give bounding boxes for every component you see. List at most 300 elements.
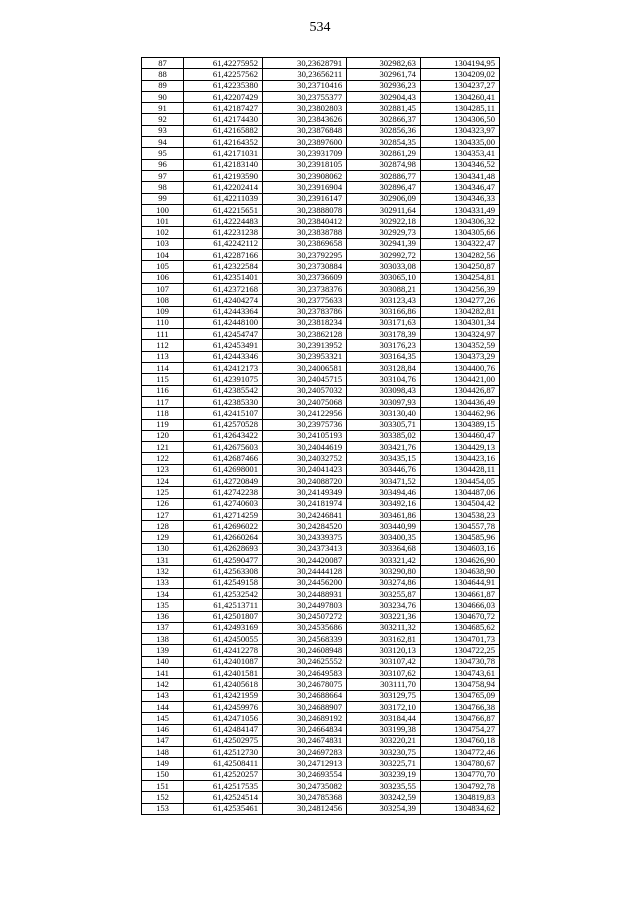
- latitude-cell: 61,42714259: [184, 509, 263, 520]
- latitude-cell: 61,42443364: [184, 306, 263, 317]
- point-number-cell: 148: [142, 747, 184, 758]
- coordinates-table-body: [142, 58, 500, 815]
- latitude-cell: 61,42215651: [184, 204, 263, 215]
- y-coordinate-cell: 1304504,42: [420, 498, 499, 509]
- x-coordinate-cell: 303178,39: [347, 329, 421, 340]
- y-coordinate-cell: 1304780,67: [420, 758, 499, 769]
- point-number-cell: 96: [142, 159, 184, 170]
- x-coordinate-cell: 303162,81: [347, 634, 421, 645]
- point-number-cell: 121: [142, 442, 184, 453]
- x-coordinate-cell: 303097,93: [347, 396, 421, 407]
- y-coordinate-cell: 1304322,47: [420, 238, 499, 249]
- x-coordinate-cell: 303274,86: [347, 577, 421, 588]
- table-row: [142, 261, 500, 272]
- y-coordinate-cell: 1304346,52: [420, 159, 499, 170]
- longitude-cell: 30,24088720: [263, 475, 347, 486]
- x-coordinate-cell: 303461,86: [347, 509, 421, 520]
- longitude-cell: 30,24693554: [263, 769, 347, 780]
- x-coordinate-cell: 303098,43: [347, 385, 421, 396]
- table-row: [142, 521, 500, 532]
- point-number-cell: 137: [142, 622, 184, 633]
- y-coordinate-cell: 1304194,95: [420, 58, 499, 69]
- longitude-cell: 30,23818234: [263, 317, 347, 328]
- longitude-cell: 30,23888078: [263, 204, 347, 215]
- y-coordinate-cell: 1304644,91: [420, 577, 499, 588]
- longitude-cell: 30,24674831: [263, 735, 347, 746]
- table-row: [142, 250, 500, 261]
- x-coordinate-cell: 303221,36: [347, 611, 421, 622]
- x-coordinate-cell: 302886,77: [347, 170, 421, 181]
- point-number-cell: 127: [142, 509, 184, 520]
- point-number-cell: 135: [142, 600, 184, 611]
- x-coordinate-cell: 303471,52: [347, 475, 421, 486]
- point-number-cell: 116: [142, 385, 184, 396]
- y-coordinate-cell: 1304792,78: [420, 781, 499, 792]
- table-row: [142, 170, 500, 181]
- latitude-cell: 61,42484147: [184, 724, 263, 735]
- latitude-cell: 61,42696022: [184, 521, 263, 532]
- point-number-cell: 143: [142, 690, 184, 701]
- point-number-cell: 140: [142, 656, 184, 667]
- latitude-cell: 61,42643422: [184, 430, 263, 441]
- latitude-cell: 61,42401087: [184, 656, 263, 667]
- latitude-cell: 61,42513711: [184, 600, 263, 611]
- table-row: [142, 453, 500, 464]
- latitude-cell: 61,42412173: [184, 363, 263, 374]
- longitude-cell: 30,24712913: [263, 758, 347, 769]
- latitude-cell: 61,42443346: [184, 351, 263, 362]
- latitude-cell: 61,42165882: [184, 125, 263, 136]
- point-number-cell: 101: [142, 216, 184, 227]
- latitude-cell: 61,42401581: [184, 668, 263, 679]
- latitude-cell: 61,42742238: [184, 487, 263, 498]
- x-coordinate-cell: 303400,35: [347, 532, 421, 543]
- x-coordinate-cell: 303172,10: [347, 701, 421, 712]
- point-number-cell: 90: [142, 91, 184, 102]
- point-number-cell: 94: [142, 137, 184, 148]
- latitude-cell: 61,42687466: [184, 453, 263, 464]
- y-coordinate-cell: 1304670,72: [420, 611, 499, 622]
- latitude-cell: 61,42502975: [184, 735, 263, 746]
- y-coordinate-cell: 1304460,47: [420, 430, 499, 441]
- longitude-cell: 30,23913952: [263, 340, 347, 351]
- table-row: [142, 622, 500, 633]
- x-coordinate-cell: 303130,40: [347, 408, 421, 419]
- table-row: [142, 555, 500, 566]
- y-coordinate-cell: 1304285,11: [420, 103, 499, 114]
- latitude-cell: 61,42590477: [184, 555, 263, 566]
- latitude-cell: 61,42391075: [184, 374, 263, 385]
- table-row: [142, 396, 500, 407]
- latitude-cell: 61,42275952: [184, 58, 263, 69]
- point-number-cell: 98: [142, 182, 184, 193]
- latitude-cell: 61,42174430: [184, 114, 263, 125]
- point-number-cell: 133: [142, 577, 184, 588]
- table-row: [142, 769, 500, 780]
- longitude-cell: 30,24032752: [263, 453, 347, 464]
- table-row: [142, 792, 500, 803]
- x-coordinate-cell: 303176,23: [347, 340, 421, 351]
- table-row: [142, 577, 500, 588]
- x-coordinate-cell: 303254,39: [347, 803, 421, 814]
- point-number-cell: 142: [142, 679, 184, 690]
- point-number-cell: 144: [142, 701, 184, 712]
- y-coordinate-cell: 1304346,47: [420, 182, 499, 193]
- latitude-cell: 61,42524514: [184, 792, 263, 803]
- y-coordinate-cell: 1304324,97: [420, 329, 499, 340]
- x-coordinate-cell: 302866,37: [347, 114, 421, 125]
- table-row: [142, 498, 500, 509]
- longitude-cell: 30,23730884: [263, 261, 347, 272]
- latitude-cell: 61,42448100: [184, 317, 263, 328]
- table-row: [142, 182, 500, 193]
- point-number-cell: 108: [142, 295, 184, 306]
- x-coordinate-cell: 302922,18: [347, 216, 421, 227]
- x-coordinate-cell: 303107,62: [347, 668, 421, 679]
- y-coordinate-cell: 1304282,56: [420, 250, 499, 261]
- point-number-cell: 152: [142, 792, 184, 803]
- longitude-cell: 30,24568339: [263, 634, 347, 645]
- table-row: [142, 216, 500, 227]
- x-coordinate-cell: 303171,63: [347, 317, 421, 328]
- longitude-cell: 30,24105193: [263, 430, 347, 441]
- longitude-cell: 30,23916147: [263, 193, 347, 204]
- longitude-cell: 30,24697283: [263, 747, 347, 758]
- table-row: [142, 600, 500, 611]
- longitude-cell: 30,23802803: [263, 103, 347, 114]
- latitude-cell: 61,42675603: [184, 442, 263, 453]
- point-number-cell: 150: [142, 769, 184, 780]
- longitude-cell: 30,24488931: [263, 588, 347, 599]
- y-coordinate-cell: 1304626,90: [420, 555, 499, 566]
- point-number-cell: 128: [142, 521, 184, 532]
- latitude-cell: 61,42512730: [184, 747, 263, 758]
- x-coordinate-cell: 302904,43: [347, 91, 421, 102]
- y-coordinate-cell: 1304400,76: [420, 363, 499, 374]
- latitude-cell: 61,42532542: [184, 588, 263, 599]
- longitude-cell: 30,24006581: [263, 363, 347, 374]
- y-coordinate-cell: 1304765,09: [420, 690, 499, 701]
- y-coordinate-cell: 1304722,25: [420, 645, 499, 656]
- latitude-cell: 61,42453491: [184, 340, 263, 351]
- point-number-cell: 124: [142, 475, 184, 486]
- x-coordinate-cell: 302896,47: [347, 182, 421, 193]
- point-number-cell: 145: [142, 713, 184, 724]
- table-row: [142, 204, 500, 215]
- point-number-cell: 113: [142, 351, 184, 362]
- x-coordinate-cell: 303242,59: [347, 792, 421, 803]
- table-row: [142, 148, 500, 159]
- point-number-cell: 92: [142, 114, 184, 125]
- table-row: [142, 532, 500, 543]
- page-number: 534: [309, 20, 331, 35]
- longitude-cell: 30,23908062: [263, 170, 347, 181]
- table-row: [142, 656, 500, 667]
- table-row: [142, 114, 500, 125]
- table-row: [142, 306, 500, 317]
- longitude-cell: 30,24689192: [263, 713, 347, 724]
- latitude-cell: 61,42471056: [184, 713, 263, 724]
- latitude-cell: 61,42508411: [184, 758, 263, 769]
- point-number-cell: 136: [142, 611, 184, 622]
- x-coordinate-cell: 303239,19: [347, 769, 421, 780]
- y-coordinate-cell: 1304306,32: [420, 216, 499, 227]
- y-coordinate-cell: 1304237,27: [420, 80, 499, 91]
- point-number-cell: 120: [142, 430, 184, 441]
- table-row: [142, 272, 500, 283]
- point-number-cell: 95: [142, 148, 184, 159]
- table-row: [142, 159, 500, 170]
- latitude-cell: 61,42385330: [184, 396, 263, 407]
- latitude-cell: 61,42415107: [184, 408, 263, 419]
- table-row: [142, 329, 500, 340]
- point-number-cell: 153: [142, 803, 184, 814]
- x-coordinate-cell: 303129,75: [347, 690, 421, 701]
- longitude-cell: 30,24246841: [263, 509, 347, 520]
- point-number-cell: 106: [142, 272, 184, 283]
- x-coordinate-cell: 303235,55: [347, 781, 421, 792]
- y-coordinate-cell: 1304436,49: [420, 396, 499, 407]
- y-coordinate-cell: 1304331,49: [420, 204, 499, 215]
- x-coordinate-cell: 302854,35: [347, 137, 421, 148]
- longitude-cell: 30,23775633: [263, 295, 347, 306]
- x-coordinate-cell: 303033,08: [347, 261, 421, 272]
- x-coordinate-cell: 303104,76: [347, 374, 421, 385]
- longitude-cell: 30,24041423: [263, 464, 347, 475]
- x-coordinate-cell: 303225,71: [347, 758, 421, 769]
- point-number-cell: 146: [142, 724, 184, 735]
- y-coordinate-cell: 1304209,02: [420, 69, 499, 80]
- point-number-cell: 100: [142, 204, 184, 215]
- point-number-cell: 112: [142, 340, 184, 351]
- table-row: [142, 475, 500, 486]
- table-row: [142, 634, 500, 645]
- table-row: [142, 713, 500, 724]
- point-number-cell: 123: [142, 464, 184, 475]
- latitude-cell: 61,42164352: [184, 137, 263, 148]
- point-number-cell: 105: [142, 261, 184, 272]
- point-number-cell: 117: [142, 396, 184, 407]
- table-row: [142, 58, 500, 69]
- longitude-cell: 30,24045715: [263, 374, 347, 385]
- longitude-cell: 30,24284520: [263, 521, 347, 532]
- point-number-cell: 115: [142, 374, 184, 385]
- longitude-cell: 30,23738376: [263, 283, 347, 294]
- y-coordinate-cell: 1304423,16: [420, 453, 499, 464]
- table-row: [142, 295, 500, 306]
- longitude-cell: 30,24535686: [263, 622, 347, 633]
- y-coordinate-cell: 1304373,29: [420, 351, 499, 362]
- latitude-cell: 61,42740603: [184, 498, 263, 509]
- x-coordinate-cell: 303065,10: [347, 272, 421, 283]
- table-row: [142, 679, 500, 690]
- x-coordinate-cell: 302961,74: [347, 69, 421, 80]
- point-number-cell: 97: [142, 170, 184, 181]
- point-number-cell: 138: [142, 634, 184, 645]
- latitude-cell: 61,42570528: [184, 419, 263, 430]
- longitude-cell: 30,23783786: [263, 306, 347, 317]
- y-coordinate-cell: 1304260,41: [420, 91, 499, 102]
- table-row: [142, 363, 500, 374]
- y-coordinate-cell: 1304685,62: [420, 622, 499, 633]
- table-row: [142, 419, 500, 430]
- longitude-cell: 30,23755377: [263, 91, 347, 102]
- latitude-cell: 61,42211039: [184, 193, 263, 204]
- longitude-cell: 30,24507272: [263, 611, 347, 622]
- table-row: [142, 566, 500, 577]
- table-row: [142, 227, 500, 238]
- longitude-cell: 30,24664834: [263, 724, 347, 735]
- x-coordinate-cell: 303184,44: [347, 713, 421, 724]
- latitude-cell: 61,42450055: [184, 634, 263, 645]
- longitude-cell: 30,23931709: [263, 148, 347, 159]
- point-number-cell: 122: [142, 453, 184, 464]
- table-row: [142, 690, 500, 701]
- table-row: [142, 317, 500, 328]
- latitude-cell: 61,42493169: [184, 622, 263, 633]
- longitude-cell: 30,23736609: [263, 272, 347, 283]
- point-number-cell: 129: [142, 532, 184, 543]
- table-row: [142, 385, 500, 396]
- latitude-cell: 61,42405618: [184, 679, 263, 690]
- table-row: [142, 351, 500, 362]
- table-row: [142, 464, 500, 475]
- y-coordinate-cell: 1304766,38: [420, 701, 499, 712]
- x-coordinate-cell: 302856,36: [347, 125, 421, 136]
- x-coordinate-cell: 303107,42: [347, 656, 421, 667]
- latitude-cell: 61,42459976: [184, 701, 263, 712]
- y-coordinate-cell: 1304254,81: [420, 272, 499, 283]
- latitude-cell: 61,42549158: [184, 577, 263, 588]
- x-coordinate-cell: 303385,02: [347, 430, 421, 441]
- longitude-cell: 30,23918105: [263, 159, 347, 170]
- table-row: [142, 193, 500, 204]
- longitude-cell: 30,23792295: [263, 250, 347, 261]
- latitude-cell: 61,42501807: [184, 611, 263, 622]
- latitude-cell: 61,42385542: [184, 385, 263, 396]
- longitude-cell: 30,23862128: [263, 329, 347, 340]
- longitude-cell: 30,24075068: [263, 396, 347, 407]
- table-row: [142, 543, 500, 554]
- longitude-cell: 30,24735082: [263, 781, 347, 792]
- longitude-cell: 30,23876848: [263, 125, 347, 136]
- table-row: [142, 781, 500, 792]
- longitude-cell: 30,24649583: [263, 668, 347, 679]
- point-number-cell: 132: [142, 566, 184, 577]
- table-row: [142, 103, 500, 114]
- longitude-cell: 30,24456200: [263, 577, 347, 588]
- table-row: [142, 374, 500, 385]
- y-coordinate-cell: 1304305,66: [420, 227, 499, 238]
- y-coordinate-cell: 1304454,05: [420, 475, 499, 486]
- longitude-cell: 30,23953321: [263, 351, 347, 362]
- y-coordinate-cell: 1304277,26: [420, 295, 499, 306]
- y-coordinate-cell: 1304429,13: [420, 442, 499, 453]
- table-row: [142, 509, 500, 520]
- y-coordinate-cell: 1304462,96: [420, 408, 499, 419]
- point-number-cell: 109: [142, 306, 184, 317]
- point-number-cell: 119: [142, 419, 184, 430]
- latitude-cell: 61,42257562: [184, 69, 263, 80]
- point-number-cell: 126: [142, 498, 184, 509]
- y-coordinate-cell: 1304421,00: [420, 374, 499, 385]
- point-number-cell: 102: [142, 227, 184, 238]
- x-coordinate-cell: 303364,68: [347, 543, 421, 554]
- longitude-cell: 30,24044619: [263, 442, 347, 453]
- longitude-cell: 30,24149349: [263, 487, 347, 498]
- y-coordinate-cell: 1304301,34: [420, 317, 499, 328]
- latitude-cell: 61,42404274: [184, 295, 263, 306]
- longitude-cell: 30,23710416: [263, 80, 347, 91]
- longitude-cell: 30,23656211: [263, 69, 347, 80]
- x-coordinate-cell: 303492,16: [347, 498, 421, 509]
- x-coordinate-cell: 302941,39: [347, 238, 421, 249]
- x-coordinate-cell: 303199,38: [347, 724, 421, 735]
- y-coordinate-cell: 1304638,90: [420, 566, 499, 577]
- point-number-cell: 111: [142, 329, 184, 340]
- x-coordinate-cell: 303234,76: [347, 600, 421, 611]
- table-row: [142, 125, 500, 136]
- longitude-cell: 30,24339375: [263, 532, 347, 543]
- table-row: [142, 487, 500, 498]
- latitude-cell: 61,42183140: [184, 159, 263, 170]
- x-coordinate-cell: 303120,13: [347, 645, 421, 656]
- latitude-cell: 61,42193590: [184, 170, 263, 181]
- longitude-cell: 30,24625552: [263, 656, 347, 667]
- y-coordinate-cell: 1304282,81: [420, 306, 499, 317]
- y-coordinate-cell: 1304834,62: [420, 803, 499, 814]
- y-coordinate-cell: 1304603,16: [420, 543, 499, 554]
- x-coordinate-cell: 303211,32: [347, 622, 421, 633]
- x-coordinate-cell: 302861,29: [347, 148, 421, 159]
- latitude-cell: 61,42187427: [184, 103, 263, 114]
- point-number-cell: 118: [142, 408, 184, 419]
- latitude-cell: 61,42351401: [184, 272, 263, 283]
- y-coordinate-cell: 1304557,78: [420, 521, 499, 532]
- table-row: [142, 238, 500, 249]
- longitude-cell: 30,24608948: [263, 645, 347, 656]
- point-number-cell: 107: [142, 283, 184, 294]
- table-row: [142, 611, 500, 622]
- point-number-cell: 87: [142, 58, 184, 69]
- point-number-cell: 88: [142, 69, 184, 80]
- y-coordinate-cell: 1304426,87: [420, 385, 499, 396]
- y-coordinate-cell: 1304760,18: [420, 735, 499, 746]
- y-coordinate-cell: 1304341,48: [420, 170, 499, 181]
- table-row: [142, 69, 500, 80]
- longitude-cell: 30,24181974: [263, 498, 347, 509]
- latitude-cell: 61,42720849: [184, 475, 263, 486]
- y-coordinate-cell: 1304323,97: [420, 125, 499, 136]
- table-row: [142, 701, 500, 712]
- point-number-cell: 134: [142, 588, 184, 599]
- point-number-cell: 114: [142, 363, 184, 374]
- x-coordinate-cell: 302874,98: [347, 159, 421, 170]
- y-coordinate-cell: 1304538,23: [420, 509, 499, 520]
- x-coordinate-cell: 302936,23: [347, 80, 421, 91]
- longitude-cell: 30,24373413: [263, 543, 347, 554]
- y-coordinate-cell: 1304346,33: [420, 193, 499, 204]
- table-row: [142, 668, 500, 679]
- table-row: [142, 735, 500, 746]
- latitude-cell: 61,42698001: [184, 464, 263, 475]
- x-coordinate-cell: 303128,84: [347, 363, 421, 374]
- point-number-cell: 89: [142, 80, 184, 91]
- x-coordinate-cell: 303421,76: [347, 442, 421, 453]
- x-coordinate-cell: 303088,21: [347, 283, 421, 294]
- x-coordinate-cell: 302881,45: [347, 103, 421, 114]
- longitude-cell: 30,24688664: [263, 690, 347, 701]
